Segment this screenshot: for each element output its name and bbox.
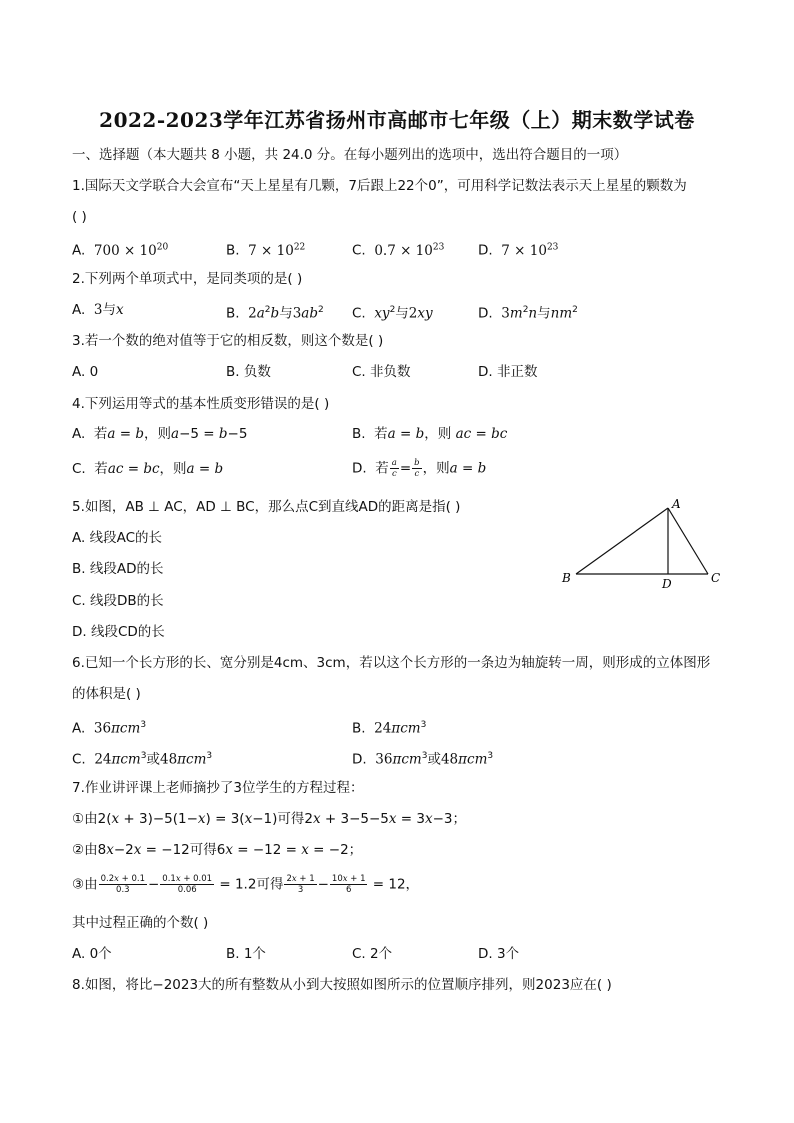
q4-option-d[interactable]: D. 若 $\frac{a}{c}$ = $\frac{b}{c}$ ，则a = b: [352, 458, 487, 479]
q3-option-c[interactable]: C. 非负数: [352, 364, 411, 380]
triangle-figure: [556, 496, 726, 592]
q2-option-c[interactable]: C. $xy^2$与2xy: [352, 305, 433, 322]
q2-option-b[interactable]: B. $2a^2b$与$3ab^2$: [226, 305, 324, 322]
q1-option-c-label: C.: [352, 242, 366, 259]
q1-option-a-label: A.: [72, 242, 86, 259]
q3-option-a[interactable]: A. 0: [72, 364, 99, 380]
q5-option-d[interactable]: D. 线段CD的长: [72, 624, 165, 640]
q7-option-b[interactable]: B. 1个: [226, 946, 266, 962]
q1-option-b-label: B.: [226, 242, 240, 259]
q7-stem: 7.作业讲评课上老师摘抄了3位学生的方程过程：: [72, 780, 364, 796]
q7-option-c[interactable]: C. 2个: [352, 946, 393, 962]
q1-stem-bracket: ( ): [72, 209, 87, 225]
page-title: 2022-2023学年江苏省扬州市高邮市七年级（上）期末数学试卷: [99, 108, 695, 132]
q6-option-c[interactable]: C. 24πcm$^3$或48πcm$^3$: [72, 751, 213, 768]
q7-process-3: ③由 $\frac{0.2x + 0.1}{0.3}$ − $\frac{0.1x + 0.01}{0.06}$ = 1.2可得 $\frac{2x + 1}{3}$ − $\frac{10x + 1}{6}$ = 12，: [72, 874, 420, 895]
q2-option-a[interactable]: A. 3与x: [72, 302, 124, 318]
q1-option-c[interactable]: C. $0.7 \times 10^{23}$: [352, 242, 445, 259]
q5-option-a[interactable]: A. 线段AC的长: [72, 530, 163, 546]
q6-option-d[interactable]: D. 36πcm$^3$或48πcm$^3$: [352, 751, 494, 768]
q1-option-d-label: D.: [478, 242, 493, 259]
q5-option-b[interactable]: B. 线段AD的长: [72, 561, 164, 577]
q8-stem: 8.如图，将比−2023大的所有整数从小到大按照如图所示的位置顺序排列，则2023应在( ): [72, 977, 612, 993]
q4-option-b[interactable]: B. 若a = b，则 ac = bc: [352, 426, 508, 442]
q3-option-b[interactable]: B. 负数: [226, 364, 271, 380]
q4-stem: 4.下列运用等式的基本性质变形错误的是( ): [72, 396, 330, 412]
q7-tail: 其中过程正确的个数( ): [72, 915, 209, 931]
q1-option-b[interactable]: B. $7 \times 10^{22}$: [226, 242, 306, 259]
q2-option-d[interactable]: D. $3m^2n$与$nm^2$: [478, 305, 578, 322]
segment-ab: [576, 508, 668, 574]
q7-option-a[interactable]: A. 0个: [72, 946, 112, 962]
q1-stem: 1.国际天文学联合大会宣布“天上星星有几颗，7后跟上22个0”，可用科学记数法表示天上星星的颗数为: [72, 178, 687, 194]
point-label-c: C: [711, 571, 721, 585]
q6-stem-cont: 的体积是( ): [72, 686, 141, 702]
point-label-d: D: [662, 577, 672, 591]
q1-option-a[interactable]: A. $700 \times 10^{20}$: [72, 242, 169, 259]
segment-ac: [668, 508, 708, 574]
q3-option-d[interactable]: D. 非正数: [478, 364, 538, 380]
q7-process-1: ①由2(x + 3)−5(1−x) = 3(x−1)可得2x + 3−5−5x = 3x−3；: [72, 811, 467, 827]
q6-option-a[interactable]: A. 36πcm$^3$: [72, 720, 147, 737]
q7-option-d[interactable]: D. 3个: [478, 946, 520, 962]
q4-option-a[interactable]: A. 若a = b，则a−5 = b−5: [72, 426, 248, 442]
section-heading: 一、选择题（本大题共 8 小题，共 24.0 分。在每小题列出的选项中，选出符合题目的一项）: [72, 147, 628, 163]
q5-option-c[interactable]: C. 线段DB的长: [72, 593, 164, 609]
q6-stem: 6.已知一个长方形的长、宽分别是4cm、3cm，若以这个长方形的一条边为轴旋转一周，则形成的立体图形: [72, 655, 711, 671]
point-label-a: A: [672, 497, 681, 511]
q5-stem: 5.如图，AB ⊥ AC，AD ⊥ BC，那么点C到直线AD的距离是指( ): [72, 499, 461, 515]
point-label-b: B: [562, 571, 571, 585]
q3-stem: 3.若一个数的绝对值等于它的相反数，则这个数是( ): [72, 333, 384, 349]
q1-option-d[interactable]: D. $7 \times 10^{23}$: [478, 242, 559, 259]
q6-option-b[interactable]: B. 24πcm$^3$: [352, 720, 427, 737]
q4-option-c[interactable]: C. 若ac = bc，则a = b: [72, 461, 224, 477]
q7-process-2: ②由8x−2x = −12可得6x = −12 = x = −2；: [72, 842, 363, 858]
q2-stem: 2.下列两个单项式中，是同类项的是( ): [72, 271, 303, 287]
